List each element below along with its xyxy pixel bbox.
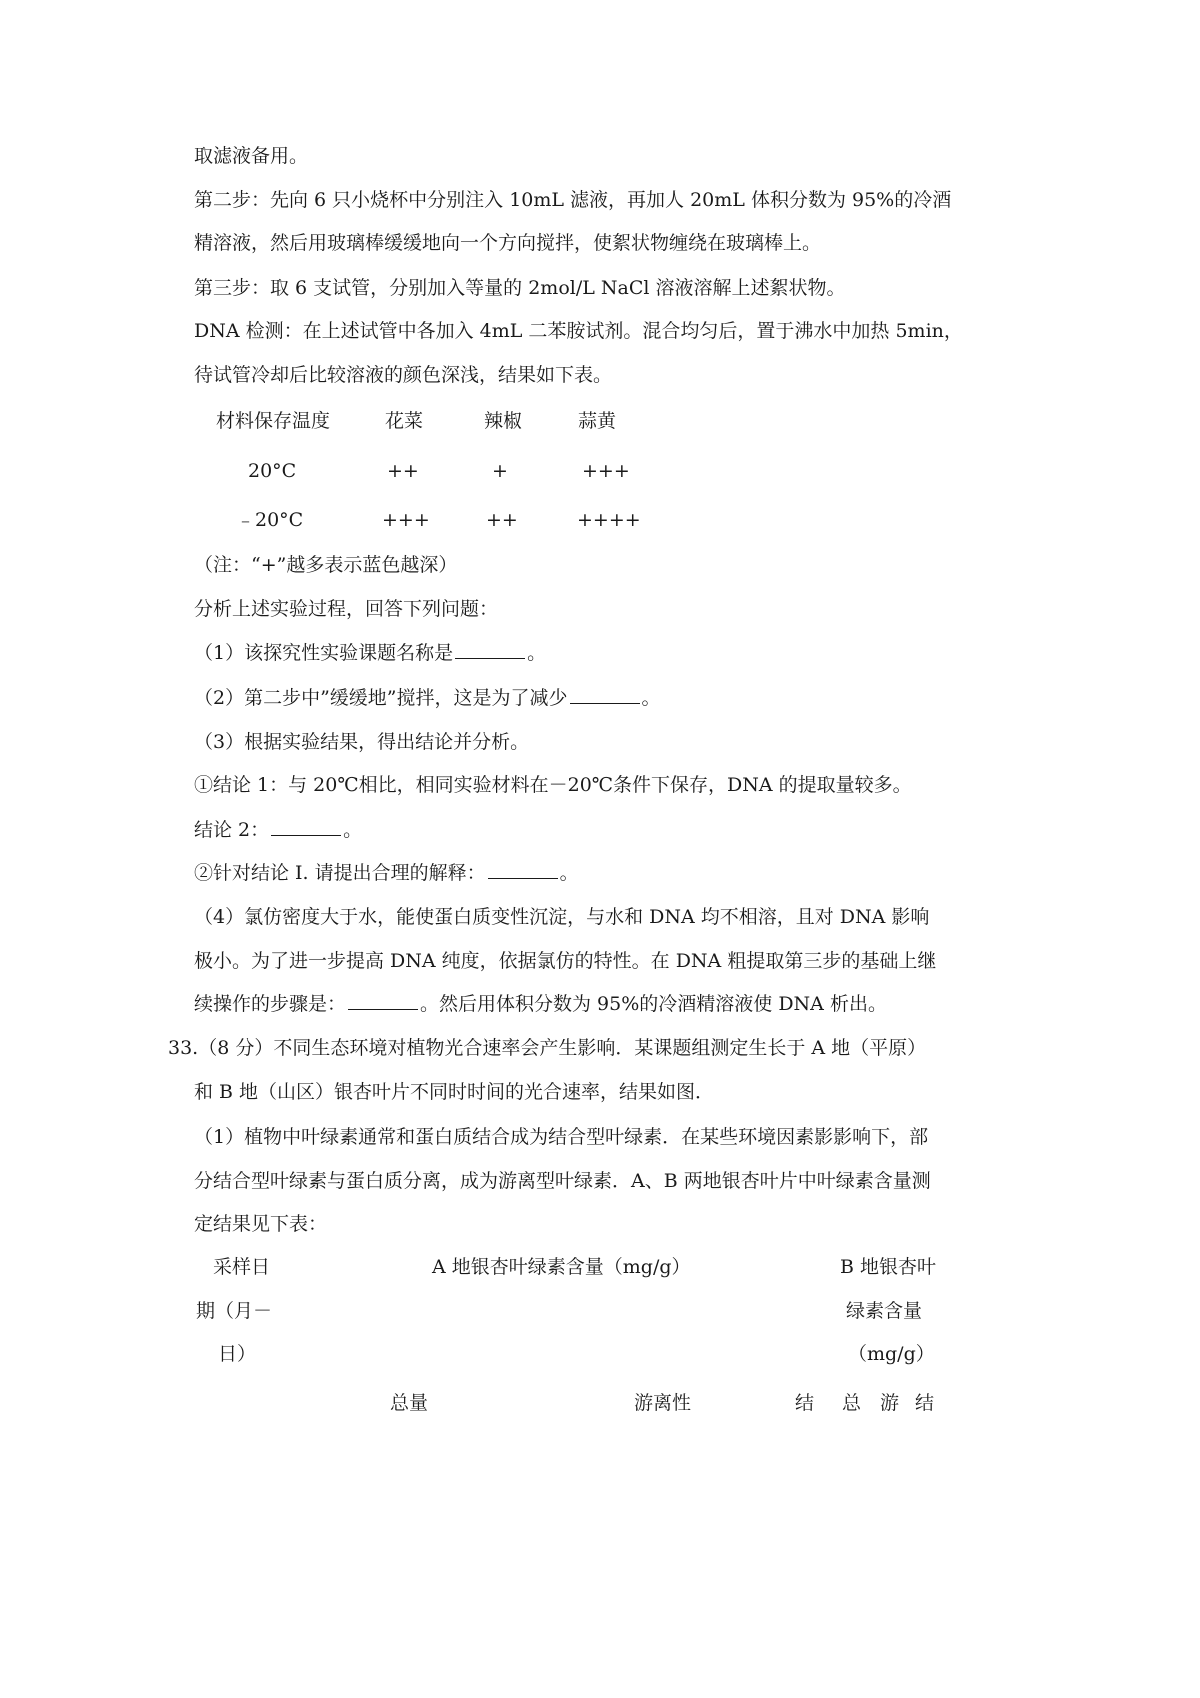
explanation xyxy=(194,860,579,886)
question-text: 。 xyxy=(527,642,547,664)
text-line: 取滤液备用。 xyxy=(194,145,309,167)
answer-blank xyxy=(488,860,558,879)
question-4: （4）氯仿密度大于水，能使蛋白质变性沉淀，与水和 DNA 均不相溶，且对 DNA 影响 xyxy=(194,906,930,928)
answer-blank xyxy=(455,640,525,659)
table-header: B 地银杏叶 xyxy=(840,1256,937,1278)
question-text: （1）该探究性实验课题名称是 xyxy=(194,642,454,664)
question-1 xyxy=(194,640,546,666)
table-subheader: 结 xyxy=(915,1392,935,1414)
text-line: 极小。为了进一步提高 DNA 纯度，依据氯仿的特性。在 DNA 粗提取第三步的基础上继 xyxy=(194,950,937,972)
text-line: 分结合型叶绿素与蛋白质分离，成为游离型叶绿素．A、B 两地银杏叶片中叶绿素含量测 xyxy=(194,1170,931,1192)
answer-blank xyxy=(348,991,418,1010)
table-subheader: 总 xyxy=(842,1392,862,1414)
question-text: 。 xyxy=(641,687,661,709)
text-line: 分析上述实验过程，回答下列问题： xyxy=(194,598,499,620)
table-subheader: 游离性 xyxy=(634,1392,692,1414)
conclusion-1: ①结论 1：与 20℃相比，相同实验材料在－20℃条件下保存，DNA 的提取量较多。 xyxy=(194,774,912,796)
table-cell: ++ xyxy=(486,509,518,531)
question-text: ②针对结论 I. 请提出合理的解释： xyxy=(194,862,486,884)
text-line: 第二步：先向 6 只小烧杯中分别注入 10mL 滤液，再加人 20mL 体积分数为 95%的冷酒 xyxy=(194,189,952,211)
question-33: 33.（8 分）不同生态环境对植物光合速率会产生影响．某课题组测定生长于 A 地（平原） xyxy=(168,1037,927,1059)
question-text: 续操作的步骤是： xyxy=(194,993,347,1015)
question-text: 。然后用体积分数为 95%的冷酒精溶液使 DNA 析出。 xyxy=(420,993,887,1015)
table-subheader: 结 xyxy=(795,1392,815,1414)
table-cell: ++ xyxy=(387,460,419,482)
table-cell: + xyxy=(492,460,508,482)
table-header: 采样日 xyxy=(213,1256,271,1278)
table-cell: +++ xyxy=(582,460,630,482)
text-line: DNA 检测：在上述试管中各加入 4mL 二苯胺试剂。混合均匀后，置于沸水中加热 5min， xyxy=(194,320,963,342)
table-header: 绿素含量 xyxy=(846,1300,923,1322)
question-text: 。 xyxy=(559,862,579,884)
text-line: （1）植物中叶绿素通常和蛋白质结合成为结合型叶绿素．在某些环境因素影影响下，部 xyxy=(194,1126,929,1148)
table-header: 蒜黄 xyxy=(578,410,617,432)
table-header: （mg/g） xyxy=(848,1343,935,1365)
table-header: 花菜 xyxy=(385,410,424,432)
table-header: A 地银杏叶绿素含量（mg/g） xyxy=(432,1256,691,1278)
question-3: （3）根据实验结果，得出结论并分析。 xyxy=(194,731,530,753)
question-text: （2）第二步中”缓缓地”搅拌，这是为了减少 xyxy=(194,687,568,709)
conclusion-2 xyxy=(194,817,362,843)
question-2 xyxy=(194,685,661,711)
table-cell: ++++ xyxy=(577,509,641,531)
table-cell: 20°C xyxy=(248,460,297,482)
table-note: （注：“+”越多表示蓝色越深） xyxy=(194,554,458,576)
answer-blank xyxy=(271,817,341,836)
text-line: 精溶液，然后用玻璃棒缓缓地向一个方向搅拌，使絮状物缠绕在玻璃棒上。 xyxy=(194,232,822,254)
table-subheader: 游 xyxy=(880,1392,900,1414)
table-header: 日） xyxy=(218,1343,257,1365)
text-line: 待试管冷却后比较溶液的颜色深浅，结果如下表。 xyxy=(194,364,613,386)
question-text: 。 xyxy=(343,819,363,841)
table-cell: ﹣20°C xyxy=(236,509,304,531)
text-line xyxy=(194,991,887,1017)
text-line: 定结果见下表： xyxy=(194,1213,328,1235)
table-header: 材料保存温度 xyxy=(216,410,331,432)
table-subheader: 总量 xyxy=(390,1392,429,1414)
text-line: 第三步：取 6 支试管，分别加入等量的 2mol/L NaCl 溶液溶解上述絮状物。 xyxy=(194,277,846,299)
question-text: 结论 2： xyxy=(194,819,270,841)
table-header: 期（月－ xyxy=(196,1300,273,1322)
text-line: 和 B 地（山区）银杏叶片不同时时间的光合速率，结果如图． xyxy=(194,1081,715,1103)
table-header: 辣椒 xyxy=(484,410,523,432)
table-cell: +++ xyxy=(382,509,430,531)
answer-blank xyxy=(570,685,640,704)
